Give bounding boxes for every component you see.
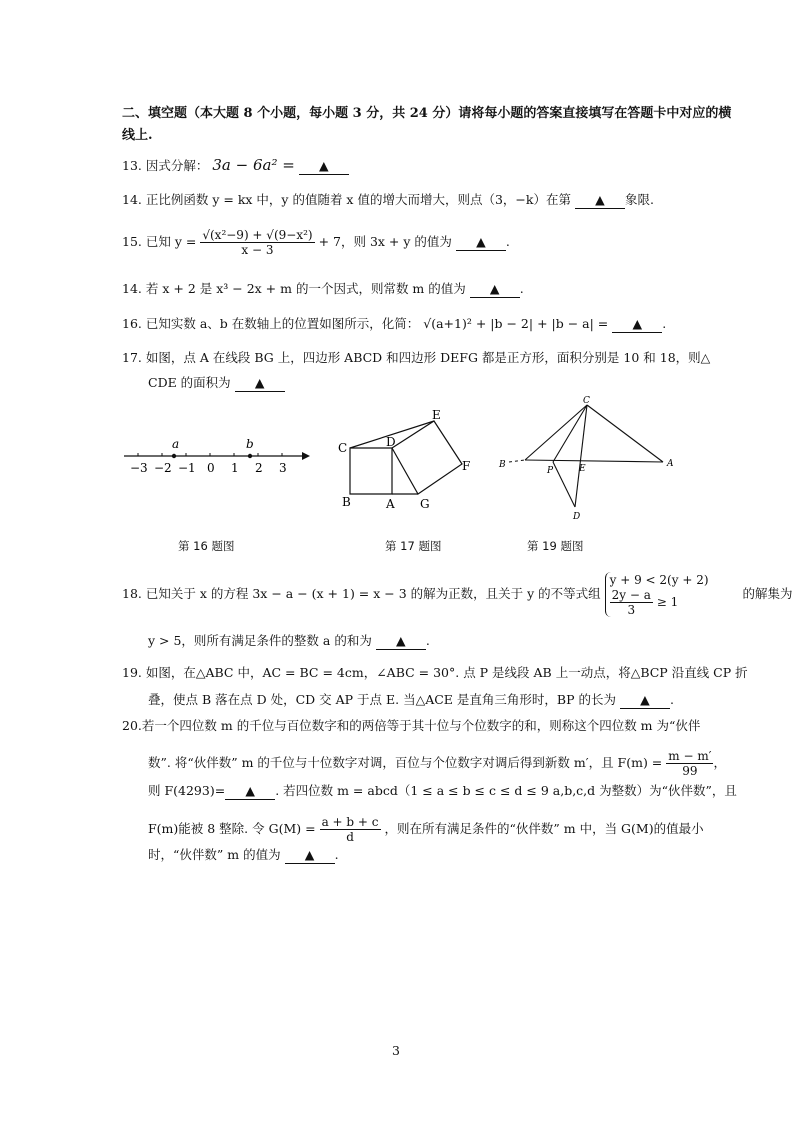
caption-fig17: 第 17 题图 [385,539,442,553]
number-line-tick-label: 1 [231,461,239,475]
question-17: 17. 如图，点 A 在线段 BG 上，四边形 ABCD 和四边形 DEFG 都是正方形，面积分别是 10 和 18，则△ [122,350,711,365]
question-13: 13. 因式分解： 3a − 6a² = ▲ [122,157,349,175]
point-b [248,454,252,458]
question-20-line5: 时，“伙伴数” m 的值为 ▲ . [148,847,339,862]
answer-blank-20b: ▲ [285,847,335,864]
question-20-line4: F(m)能被 8 整除. 令 G(M) = $\frac{a + b + c}{d}$ ，则在所有满足条件的“伙伴数” m 中，当 G(M)的值最小 [148,815,704,844]
question-14b: 14. 若 x + 2 是 x³ − 2x + m 的一个因式，则常数 m 的值为 ▲ . [122,281,524,296]
answer-blank-20a: ▲ [225,783,275,800]
answer-blank-15: ▲ [456,234,506,251]
question-20: 20.若一个四位数 m 的千位与百位数字和的两倍等于其十位与个位数字的和，则称这个四位数 m 为“伙伴 [122,718,701,733]
answer-blank-14: ▲ [575,192,625,209]
fig19-label: B [499,460,506,470]
answer-blank-16: ▲ [612,316,662,333]
number-line-tick-label: −1 [178,461,196,475]
figure-17-squares [332,406,482,516]
fig19-label: P [547,466,554,476]
label-a: a [172,437,180,451]
fig17-label: D [386,435,396,449]
fig17-label: E [432,408,441,422]
question-20-line3: 则 F(4293)= ▲ . 若四位数 m = abcd（1 ≤ a ≤ b ≤ c ≤ d ≤ 9 a,b,c,d 为整数）为“伙伴数”，且 [148,783,737,798]
question-18: 18. 已知关于 x 的方程 3x − a − (x + 1) = x − 3 的解为正数，且关于 y 的不等式组 y + 9 < 2(y + 2) $\frac{2y - a}{3}$ ≥ 1 的解集为 [122,573,793,617]
fraction-15: $\frac{\text{√(x²−9) + √(9−x²)}}{x - 3}$ [202,228,313,257]
label-b: b [246,437,254,451]
fig17-label: A [386,497,395,511]
answer-blank-19: ▲ [620,692,670,709]
question-18-line2: y > 5，则所有满足条件的整数 a 的和为 ▲ . [148,633,430,648]
question-17-line2: CDE 的面积为 ▲ [148,375,285,392]
fig17-label: C [338,441,348,455]
fig19-label: D [573,512,581,522]
answer-blank-18: ▲ [376,633,426,650]
section-heading: 二、填空题（本大题 8 个小题，每小题 3 分，共 24 分）请将每小题的答案直接填写在答题卡中对应的横 [122,106,732,121]
fig17-label: F [462,459,471,473]
number-line-tick-label: −3 [130,461,148,475]
caption-fig19: 第 19 题图 [527,539,584,553]
question-16: 16. 已知实数 a、b 在数轴上的位置如图所示，化简： √(a+1)² + |b − 2| + |b − a| = ▲ . [122,316,667,331]
number-line-tick-label: 3 [279,461,287,475]
number-line-tick-label: 0 [207,461,215,475]
figure-16-number-line [118,432,318,482]
question-19-line2: 叠，使点 B 落在点 D 处，CD 交 AP 于点 E. 当△ACE 是直角三角形时，BP 的长为 ▲ . [148,692,674,707]
point-a [172,454,176,458]
question-14: 14. 正比例函数 y = kx 中，y 的值随着 x 值的增大而增大，则点（3，−k）在第 ▲ 象限. [122,192,654,207]
answer-blank-14b: ▲ [470,281,520,298]
number-line-tick-label: −2 [154,461,172,475]
question-19: 19. 如图，在△ABC 中，AC = BC = 4cm，∠ABC = 30°. 点 P 是线段 AB 上一动点，将△BCP 沿直线 CP 折 [122,665,748,680]
figure-19-triangle [495,395,685,525]
section-heading-cont: 线上. [122,128,153,143]
fig17-label: B [342,495,351,509]
fig19-label: C [583,396,590,406]
fig19-label: E [579,464,586,474]
question-20-line2: 数”. 将“伙伴数” m 的千位与十位数字对调，百位与个位数字对调后得到新数 m′，且 F(m) = $\frac{m - m'}{99}$ ， [148,749,726,778]
caption-fig16: 第 16 题图 [178,539,235,553]
answer-blank-17: ▲ [235,375,285,392]
number-line-tick-label: 2 [255,461,263,475]
inequality-system: y + 9 < 2(y + 2) $\frac{2y - a}{3}$ ≥ 1 [605,572,709,617]
page-number: 3 [392,1043,400,1058]
answer-blank-13: ▲ [299,158,349,175]
fig17-label: G [420,497,430,511]
question-15: 15. 已知 y = $\frac{\text{√(x²−9) + √(9−x²)}}{x - 3}$ + 7，则 3x + y 的值为 ▲ . [122,228,510,257]
fig19-label: A [667,459,674,469]
